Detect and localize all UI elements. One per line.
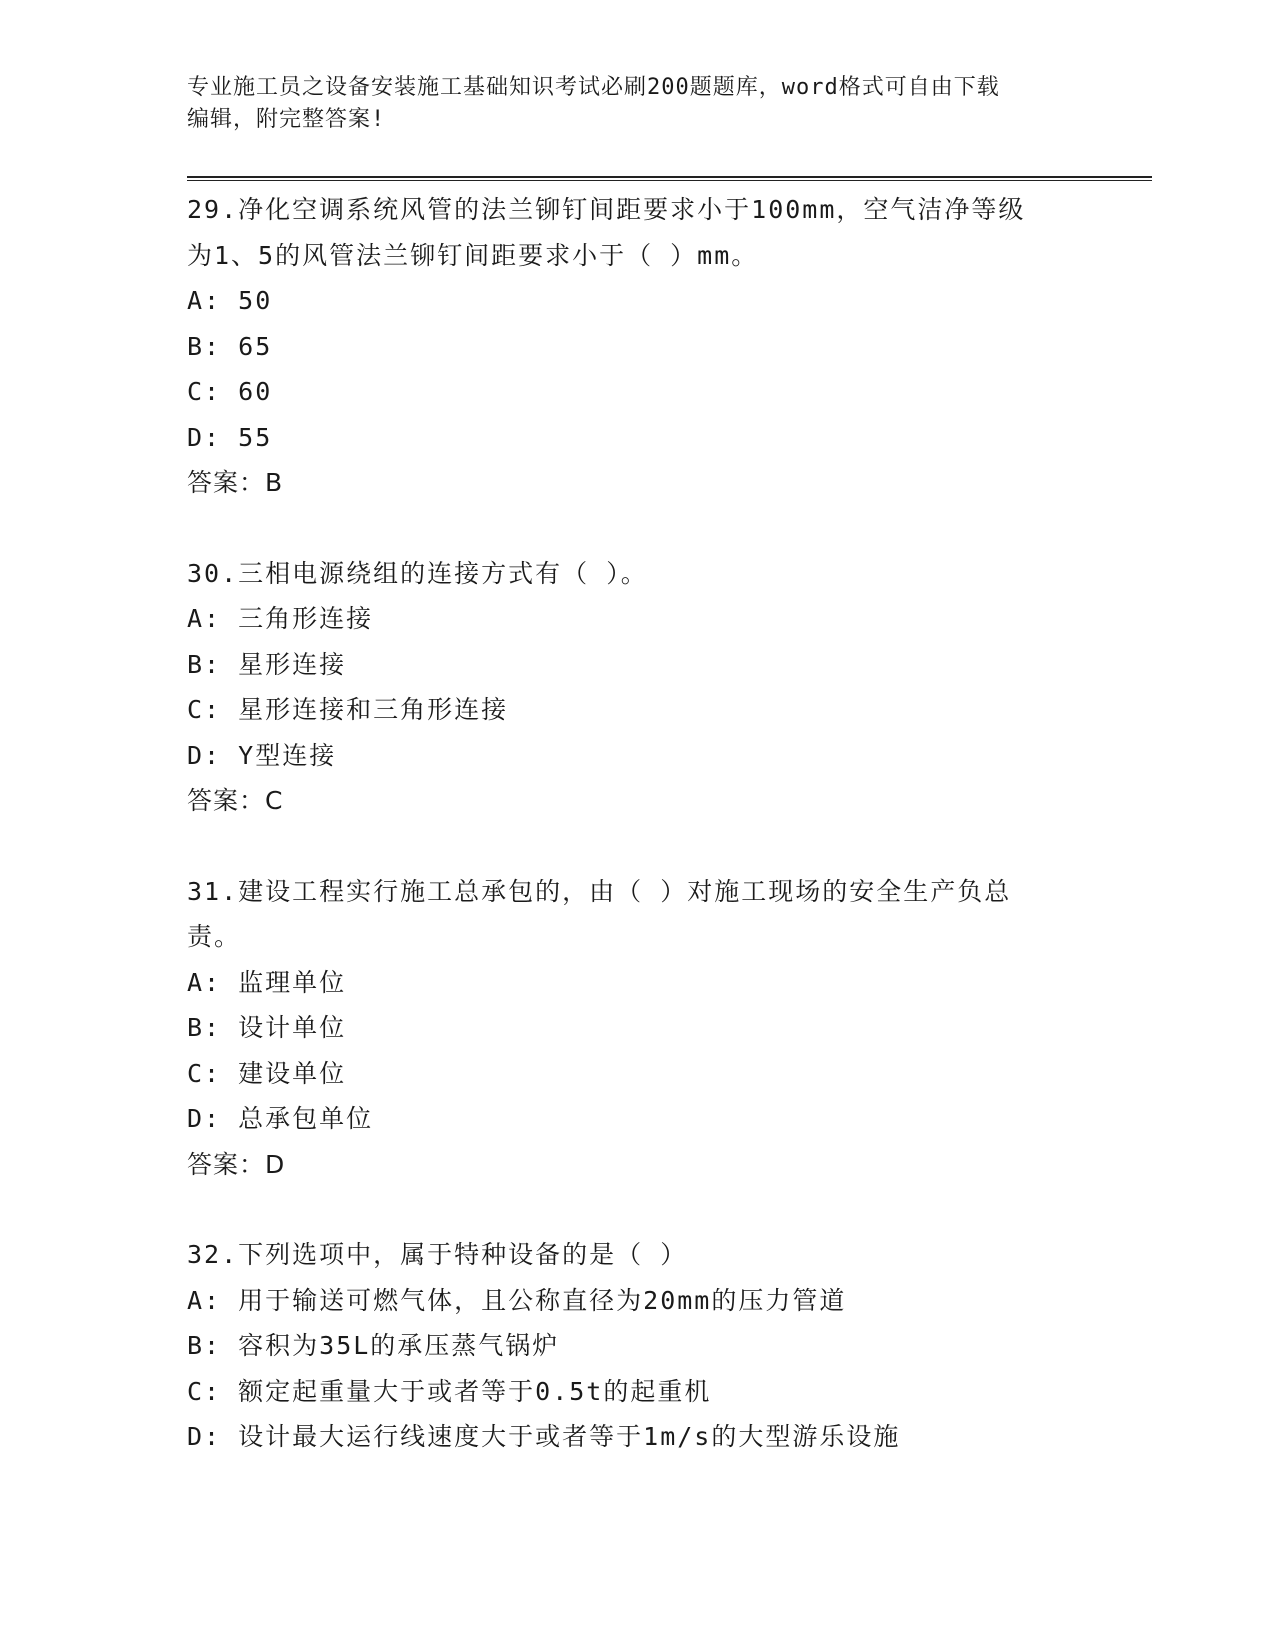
option-d: D: Y型连接 xyxy=(187,740,337,770)
question-list xyxy=(187,187,1107,1505)
question-text-continued: 为1、5的风管法兰铆钉间距要求小于（ ）mm。 xyxy=(187,240,759,270)
question-text: 32.下列选项中，属于特种设备的是（ ） xyxy=(187,1240,688,1269)
question-29 xyxy=(187,187,1107,506)
question-31 xyxy=(187,869,1107,1188)
question-30 xyxy=(187,551,1107,824)
option-c: C: 星形连接和三角形连接 xyxy=(187,695,509,724)
option-d: D: 设计最大运行线速度大于或者等于1m/s的大型游乐设施 xyxy=(187,1422,901,1451)
option-b: B: 65 xyxy=(187,331,273,361)
option-d: D: 总承包单位 xyxy=(187,1104,374,1133)
option-a: A: 监理单位 xyxy=(187,967,347,997)
answer-text: 答案：B xyxy=(187,468,284,497)
question-text-continued: 责。 xyxy=(187,922,242,951)
question-text: 30.三相电源绕组的连接方式有（ ）。 xyxy=(187,558,648,588)
answer-text: 答案：C xyxy=(187,786,284,815)
option-c: C: 60 xyxy=(187,377,273,406)
option-a: A: 50 xyxy=(187,286,273,315)
question-text: 29.净化空调系统风管的法兰铆钉间距要求小于100mm，空气洁净等级 xyxy=(187,195,1026,224)
option-a: A: 三角形连接 xyxy=(187,604,374,633)
question-32 xyxy=(187,1232,1107,1460)
option-b: B: 设计单位 xyxy=(187,1013,347,1042)
option-c: C: 建设单位 xyxy=(187,1058,347,1088)
option-c: C: 额定起重量大于或者等于0.5t的起重机 xyxy=(187,1376,712,1406)
answer-text: 答案：D xyxy=(187,1149,286,1179)
header-divider xyxy=(187,176,1152,181)
document-header xyxy=(187,72,1087,136)
option-b: B: 容积为35L的承压蒸气锅炉 xyxy=(187,1331,560,1360)
option-b: B: 星形连接 xyxy=(187,649,347,679)
header-title-line-2: 编辑，附完整答案! xyxy=(187,107,386,132)
option-d: D: 55 xyxy=(187,422,273,452)
question-text: 31.建设工程实行施工总承包的，由（ ）对施工现场的安全生产负总 xyxy=(187,876,1012,906)
header-title-line-1: 专业施工员之设备安装施工基础知识考试必刷200题题库，word格式可自由下载 xyxy=(187,75,1000,100)
option-a: A: 用于输送可燃气体，且公称直径为20mm的压力管道 xyxy=(187,1285,847,1315)
